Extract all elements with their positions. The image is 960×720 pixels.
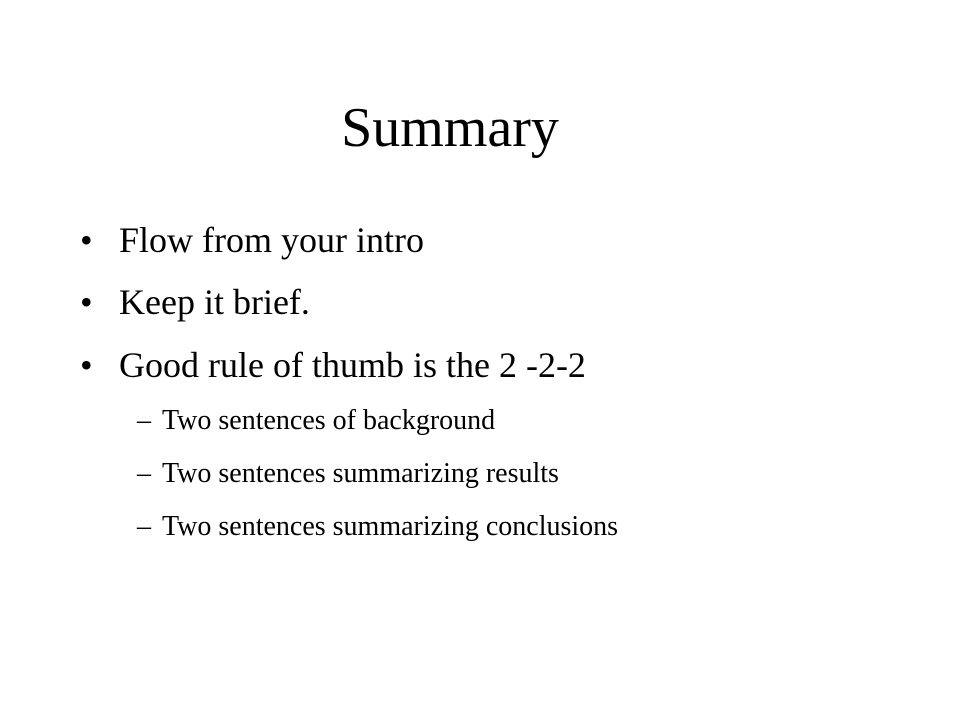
- bullet-text: Good rule of thumb is the 2 -2-2: [119, 345, 586, 385]
- sub-bullet-text: Two sentences summarizing conclusions: [162, 511, 619, 542]
- bullet-text: Keep it brief.: [119, 282, 310, 322]
- sub-bullet-marker: –: [137, 458, 151, 489]
- sub-bullet-marker: –: [137, 511, 151, 542]
- bullet-marker: •: [80, 220, 93, 260]
- bullet-text: Flow from your intro: [119, 220, 424, 260]
- bullet-marker: •: [80, 345, 93, 385]
- bullet-marker: •: [80, 282, 93, 322]
- sub-bullet-text: Two sentences summarizing results: [162, 458, 559, 489]
- sub-bullet-marker: –: [137, 405, 151, 436]
- slide-title: Summary: [341, 97, 559, 159]
- sub-bullet-text: Two sentences of background: [162, 405, 496, 436]
